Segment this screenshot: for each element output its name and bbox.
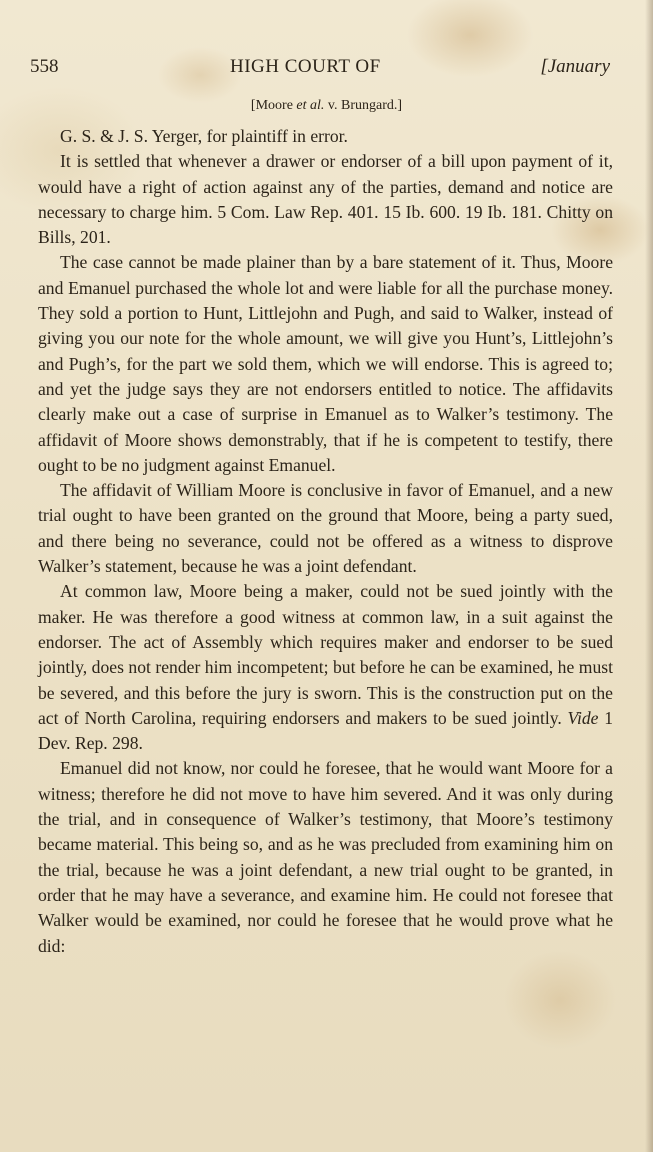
- citation-ref: 1 Dev. Rep. 298.: [38, 707, 613, 754]
- caption-et-al: et al.: [296, 98, 325, 113]
- paragraph: Emanuel did not know, nor could he foresee, that he would want Moore for a witness; therefore he did not move to have him severed. And it was only during the trial, and in consequence of Walker’s testimony, that Moore’s testimony became material. This being so, and as he was precluded from examining him on the trial, because he was a joint defendant, a new trial ought to be granted, in order that he may have a severance, and examine him. He could not foresee that Walker would be examined, nor could he foresee that he would prove what he did:: [38, 758, 613, 956]
- caption-part: Brungard.]: [341, 98, 403, 113]
- caption-part: [Moore: [250, 98, 297, 113]
- paragraph: The affidavit of William Moore is conclusive in favor of Emanuel, and a new trial ought to have been granted on the ground that Moore, being a party sued, and there being no severance, could not be offered as a witness to disprove Walker’s statement, because he was a joint defendant.: [38, 480, 613, 577]
- paragraph: [38, 579, 613, 756]
- page-header: [30, 56, 610, 82]
- body-text: [38, 124, 613, 959]
- page-number: 558: [30, 56, 59, 77]
- caption-v: v.: [324, 98, 342, 113]
- citation-vide: Vide: [567, 707, 599, 728]
- case-caption: [0, 98, 653, 114]
- page-edge-shadow: [645, 0, 653, 1152]
- running-head: HIGH COURT OF: [230, 56, 381, 77]
- running-head-month: [January: [540, 56, 610, 77]
- paragraph: It is settled that whenever a drawer or endorser of a bill upon payment of it, would have a right of action against any of the parties, demand and notice are necessary to charge him. 5 Com. Law Rep. 401. 15 Ib. 600. 19 Ib. 181. Chitty on Bills, 201.: [38, 151, 613, 248]
- paragraph: The case cannot be made plainer than by a bare statement of it. Thus, Moore and Emanuel purchased the whole lot and were liable for all the purchase money. They sold a portion to Hunt, Littlejohn and Pugh, and said to Walker, instead of giving you our note for the whole amount, we will give you Hunt’s, Littlejohn’s and Pugh’s, for the part we sold them, which we will endorse. This is agreed to; and yet the judge says they are not endorsers entitled to notice. The affidavits clearly make out a case of surprise in Emanuel as to Walker’s testimony. The affidavit of Moore shows demonstrably, that if he is competent to testify, there ought to be no judgment against Emanuel.: [38, 252, 613, 475]
- paragraph-text: At common law, Moore being a maker, could not be sued jointly with the maker. He was therefore a good witness at common law, in a suit against the endorser. The act of Assembly which requires maker and endorser to be sued jointly, does not render him incompetent; but before he can be examined, he must be severed, and this before the jury is sworn. This is the construction put on the act of North Carolina, requiring endorsers and makers to be sued jointly.: [38, 581, 613, 728]
- counsel-line: G. S. & J. S. Yerger, for plaintiff in error.: [60, 126, 348, 146]
